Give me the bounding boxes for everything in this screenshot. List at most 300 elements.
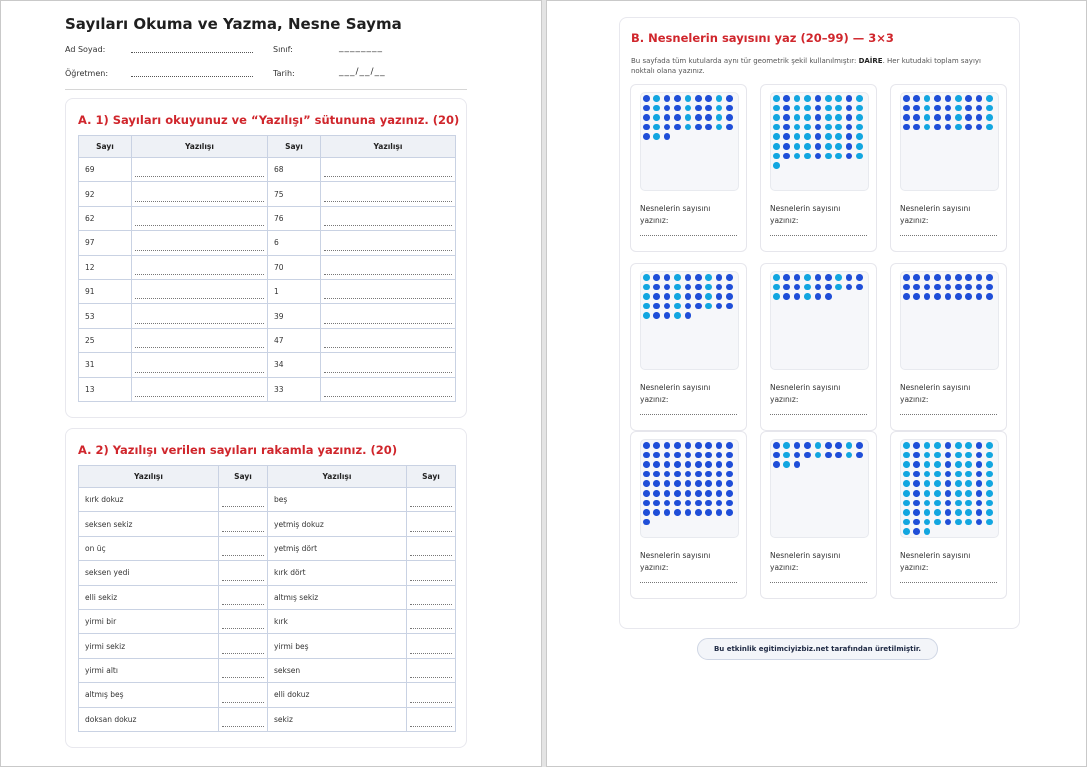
circle-object [794,442,801,449]
circle-object [913,519,920,526]
circle-object [934,500,941,507]
circle-object [695,284,702,291]
prompt-text: Nesnelerin sayısını [770,551,841,560]
written-answer-field[interactable] [132,328,268,352]
number-answer-field[interactable] [407,609,456,633]
prompt-text: yazınız: [770,563,799,572]
circle-object [653,133,660,140]
circle-object [945,500,952,507]
number-cell: 13 [79,377,132,401]
number-answer-field[interactable] [407,512,456,536]
circle-object [804,114,811,121]
count-answer-field[interactable] [900,414,997,415]
circle-object [643,114,650,121]
circle-object [705,293,712,300]
written-answer-field[interactable] [321,255,456,279]
circle-object [955,452,962,459]
circle-object [903,114,910,121]
circle-object [653,95,660,102]
table-row [79,206,456,230]
number-cell: 69 [79,158,132,182]
object-box [900,271,999,370]
number-answer-field[interactable] [219,658,268,682]
answer-line [222,580,264,581]
circle-object [924,442,931,449]
circle-object [955,293,962,300]
circle-object [924,124,931,131]
circle-object [856,95,863,102]
table-row [79,328,456,352]
count-answer-field[interactable] [640,235,737,236]
circle-object [685,303,692,310]
circle-object [783,284,790,291]
circle-object [903,509,910,516]
number-answer-field[interactable] [219,512,268,536]
class-label: Sınıf: [273,45,293,54]
counting-cell [890,431,1007,599]
circle-object [965,293,972,300]
answer-line [135,347,264,348]
circle-object [986,509,993,516]
answer-line [324,396,452,397]
written-answer-field[interactable] [321,231,456,255]
circle-object [924,519,931,526]
circle-object [913,274,920,281]
circle-object [846,153,853,160]
circle-object [913,452,920,459]
circle-object [965,105,972,112]
circle-object [825,124,832,131]
class-field[interactable]: ________ [339,43,383,53]
circle-object [913,480,920,487]
answer-line [135,201,264,202]
circle-object [653,293,660,300]
circle-object [965,114,972,121]
count-answer-field[interactable] [900,582,997,583]
number-answer-field[interactable] [219,609,268,633]
circle-object [945,519,952,526]
circle-object [815,105,822,112]
number-answer-field[interactable] [219,536,268,560]
circle-object [653,303,660,310]
answer-line [135,274,264,275]
circle-object [794,95,801,102]
circle-object [986,284,993,291]
table-row [79,304,456,328]
circle-object [986,480,993,487]
circle-object [674,124,681,131]
circle-object [705,461,712,468]
circle-object [716,442,723,449]
circle-object [924,490,931,497]
count-prompt [640,550,710,574]
count-answer-field[interactable] [640,582,737,583]
circle-object [726,124,733,131]
circle-object [643,480,650,487]
words-to-digits-table [78,465,456,732]
circle-object [794,133,801,140]
circle-object [643,442,650,449]
table-header-row [79,466,456,488]
number-cell: 34 [268,353,321,377]
circle-object [945,480,952,487]
number-answer-field[interactable] [219,488,268,512]
word-cell: yetmiş dört [268,536,407,560]
circle-object [674,461,681,468]
col-header-number: Sayı [79,136,132,158]
table-row [79,536,456,560]
circle-object [705,490,712,497]
number-answer-field[interactable] [407,561,456,585]
circle-object [685,480,692,487]
circle-object [965,124,972,131]
answer-line [135,250,264,251]
circle-object [986,95,993,102]
right-worksheet-page [546,0,1087,767]
number-answer-field[interactable] [219,634,268,658]
circle-object [794,114,801,121]
circle-object [716,490,723,497]
written-answer-field[interactable] [132,182,268,206]
circle-object [804,124,811,131]
written-answer-field[interactable] [321,158,456,182]
circle-object [986,442,993,449]
prompt-text: Nesnelerin sayısını [640,204,711,213]
circle-object [913,124,920,131]
circle-object [685,284,692,291]
circle-object [965,509,972,516]
circle-object [695,124,702,131]
circle-object [674,509,681,516]
circle-object [976,114,983,121]
section-b-title: B. Nesnelerin sayısını yaz (20–99) — 3×3 [631,31,894,45]
count-answer-field[interactable] [900,235,997,236]
written-answer-field[interactable] [321,353,456,377]
circle-object [976,452,983,459]
circle-object [955,509,962,516]
circle-object [986,124,993,131]
counting-cell [890,263,1007,431]
answer-line [410,628,452,629]
number-answer-field[interactable] [219,561,268,585]
circle-object [783,153,790,160]
circle-object [773,114,780,121]
number-answer-field[interactable] [219,707,268,731]
circle-object [913,509,920,516]
circle-object [825,293,832,300]
answer-line [222,702,264,703]
circle-object [965,500,972,507]
word-cell: altmış beş [79,683,219,707]
circle-object [674,442,681,449]
counting-cell [890,84,1007,252]
answer-line [135,372,264,373]
circle-object [955,471,962,478]
circle-object [653,471,660,478]
circle-object [924,284,931,291]
circle-object [643,509,650,516]
description-text: Bu sayfada tüm kutularda aynı tür geometrik şekil kullanılmıştır: [631,57,859,65]
circle-object [783,442,790,449]
circle-object [815,293,822,300]
circle-object [773,95,780,102]
circle-object [976,480,983,487]
circle-object [924,461,931,468]
circle-object [783,95,790,102]
answer-line [222,677,264,678]
written-answer-field[interactable] [321,328,456,352]
circle-object [643,500,650,507]
circle-object [965,461,972,468]
number-answer-field[interactable] [407,488,456,512]
written-answer-field[interactable] [132,231,268,255]
circle-object [903,461,910,468]
circle-object [986,105,993,112]
table-row [79,158,456,182]
circle-object [856,442,863,449]
circle-object [924,500,931,507]
circle-object [986,114,993,121]
object-box [640,92,739,191]
circle-object [924,293,931,300]
circle-object [685,124,692,131]
circle-object [726,490,733,497]
circle-object [804,105,811,112]
circle-object [716,274,723,281]
circle-object [903,124,910,131]
date-field[interactable]: ___/__/__ [339,67,386,77]
circle-object [934,480,941,487]
circle-object [705,500,712,507]
circle-object [773,274,780,281]
circle-object [965,480,972,487]
prompt-text: yazınız: [900,216,929,225]
circle-object [783,124,790,131]
number-answer-field[interactable] [407,536,456,560]
count-answer-field[interactable] [770,414,867,415]
circle-object [846,114,853,121]
circle-object [674,114,681,121]
written-answer-field[interactable] [321,206,456,230]
circle-object [773,143,780,150]
circle-object [815,284,822,291]
circle-object [846,124,853,131]
circle-object [856,114,863,121]
circle-object [705,509,712,516]
written-answer-field[interactable] [321,377,456,401]
written-answer-field[interactable] [132,206,268,230]
written-answer-field[interactable] [321,279,456,303]
number-answer-field[interactable] [219,585,268,609]
circle-object [643,133,650,140]
circle-object [773,162,780,169]
counting-cell [760,431,877,599]
answer-line [410,555,452,556]
written-answer-field[interactable] [321,182,456,206]
teacher-field[interactable] [131,76,253,77]
name-label: Ad Soyad: [65,45,106,54]
circle-object [705,452,712,459]
circle-object [674,303,681,310]
circle-object [924,105,931,112]
circle-object [913,95,920,102]
circle-object [815,143,822,150]
circle-object [716,95,723,102]
circle-object [685,490,692,497]
circle-object [783,143,790,150]
prompt-text: Nesnelerin sayısını [640,551,711,560]
circle-object [945,105,952,112]
name-field[interactable] [131,52,253,53]
circle-object [794,124,801,131]
circle-object [705,303,712,310]
circle-object [726,284,733,291]
page-title: Sayıları Okuma ve Yazma, Nesne Sayma [65,15,402,33]
counting-cell [760,84,877,252]
circle-object [986,274,993,281]
counting-cell [630,84,747,252]
circle-object [924,95,931,102]
circle-object [846,143,853,150]
number-answer-field[interactable] [219,683,268,707]
circle-object [835,452,842,459]
circle-object [815,133,822,140]
circle-object [846,452,853,459]
answer-line [222,506,264,507]
number-cell: 76 [268,206,321,230]
table-row [79,683,456,707]
count-prompt [900,203,970,227]
answer-line [410,726,452,727]
circle-object [955,500,962,507]
circle-object [664,284,671,291]
circle-object [716,284,723,291]
answer-line [324,372,452,373]
prompt-text: Nesnelerin sayısını [770,383,841,392]
circle-object [695,452,702,459]
circle-object [825,95,832,102]
number-answer-field[interactable] [407,707,456,731]
circle-object [716,105,723,112]
circle-object [643,490,650,497]
written-answer-field[interactable] [321,304,456,328]
circle-object [955,124,962,131]
circle-object [794,293,801,300]
table-row [79,231,456,255]
answer-line [222,531,264,532]
word-cell: kırk [268,609,407,633]
circle-object [903,471,910,478]
circle-object [825,284,832,291]
circle-object [976,95,983,102]
circle-object [705,442,712,449]
circle-object [783,114,790,121]
circle-object [685,452,692,459]
circle-object [643,95,650,102]
count-prompt [640,382,710,406]
number-cell: 68 [268,158,321,182]
circle-object [815,452,822,459]
circle-object [783,105,790,112]
circle-object [903,452,910,459]
circle-object [924,528,931,535]
count-answer-field[interactable] [770,235,867,236]
circle-object [835,153,842,160]
circle-object [913,490,920,497]
number-answer-field[interactable] [407,585,456,609]
number-answer-field[interactable] [407,634,456,658]
prompt-text: Nesnelerin sayısını [900,383,971,392]
circle-object [913,284,920,291]
circle-object [664,442,671,449]
word-cell: doksan dokuz [79,707,219,731]
circle-object [825,105,832,112]
credit-badge: Bu etkinlik egitimciyizbiz.net tarafından üretilmiştir. [697,638,938,660]
written-answer-field[interactable] [132,279,268,303]
written-answer-field[interactable] [132,377,268,401]
circle-object [986,452,993,459]
circle-object [674,480,681,487]
circle-object [804,95,811,102]
circle-object [965,284,972,291]
circle-object [934,114,941,121]
circle-object [945,114,952,121]
circle-object [716,500,723,507]
circle-object [835,105,842,112]
number-cell: 6 [268,231,321,255]
prompt-text: Nesnelerin sayısını [640,383,711,392]
prompt-text: yazınız: [640,395,669,404]
circle-object [825,442,832,449]
number-answer-field[interactable] [407,683,456,707]
circle-object [945,509,952,516]
circle-object [685,293,692,300]
circle-object [653,490,660,497]
answer-line [135,225,264,226]
count-prompt [770,550,840,574]
number-answer-field[interactable] [407,658,456,682]
object-box [770,92,869,191]
count-answer-field[interactable] [640,414,737,415]
written-answer-field[interactable] [132,255,268,279]
circle-object [695,471,702,478]
word-cell: kırk dokuz [79,488,219,512]
circle-object [804,293,811,300]
circle-object [773,284,780,291]
written-answer-field[interactable] [132,158,268,182]
count-answer-field[interactable] [770,582,867,583]
circle-object [835,284,842,291]
circle-object [976,124,983,131]
word-cell: seksen [268,658,407,682]
circle-object [945,490,952,497]
circle-object [653,480,660,487]
answer-line [324,298,452,299]
col-header-number: Sayı [407,466,456,488]
circle-object [695,114,702,121]
word-cell: elli sekiz [79,585,219,609]
circle-object [945,293,952,300]
written-answer-field[interactable] [132,304,268,328]
circle-object [955,95,962,102]
written-answer-field[interactable] [132,353,268,377]
word-cell: elli dokuz [268,683,407,707]
circle-object [934,293,941,300]
table-row [79,182,456,206]
circle-object [783,133,790,140]
circle-object [695,95,702,102]
circle-object [794,105,801,112]
